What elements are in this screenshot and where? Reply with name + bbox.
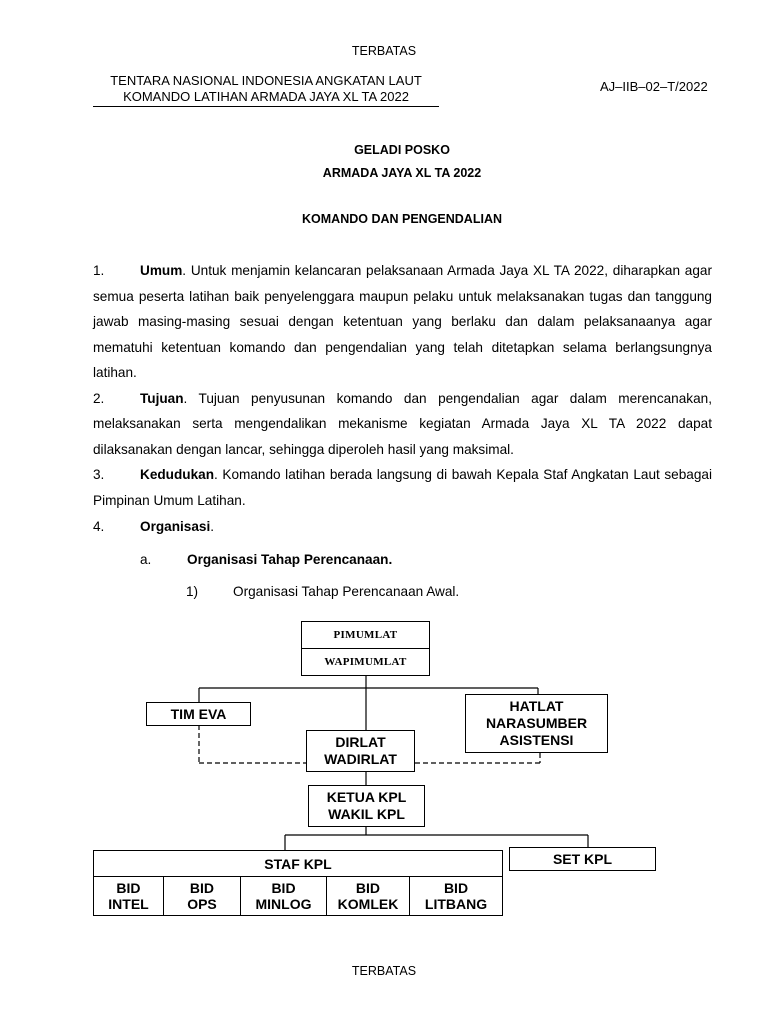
paragraph-text: Tujuan penyusunan komando dan pengendalian agar dalam merencanakan, melaksanakan serta mengendalikan mekanisme kegiatan Armada Jaya XL TA 2022 dapat dilaksanakan dengan lancar, sehingga diperoleh hasil yang maksimal. — [93, 390, 712, 457]
paragraph-heading: Kedudukan — [140, 467, 215, 482]
bid-ops-cell — [164, 877, 241, 915]
bid-minlog-cell — [241, 877, 327, 915]
title-line-3: KOMANDO DAN PENGENDALIAN — [302, 212, 502, 226]
tim-eva-label: TIM EVA — [170, 705, 227, 722]
subsection-label: a. — [140, 552, 152, 567]
subsection-text: Organisasi Tahap Perencanaan Awal. — [233, 584, 460, 599]
bid-unit-name: INTEL — [108, 896, 149, 912]
paragraph-number: 2. — [93, 390, 105, 406]
hatlat-line-2: NARASUMBER — [485, 715, 588, 731]
paragraph-heading-suffix: . — [214, 467, 218, 482]
staf-kpl-label: STAF KPL — [264, 855, 332, 872]
bid-label: BID — [189, 880, 215, 896]
ketua-line-1: KETUA KPL — [326, 789, 407, 805]
tim-eva-box — [146, 702, 251, 726]
section-heading: Organisasi — [140, 519, 211, 534]
bid-label: BID — [355, 880, 381, 896]
wapimumlat-box — [301, 648, 430, 676]
org-line-2: KOMANDO LATIHAN ARMADA JAYA XL TA 2022 — [123, 89, 409, 104]
bid-label: BID — [271, 880, 296, 896]
paragraph-heading: Tujuan — [140, 390, 184, 406]
document-number: AJ–IIB–02–T/2022 — [600, 79, 708, 94]
paragraph-heading-suffix: . — [183, 390, 188, 406]
bid-unit-name: KOMLEK — [337, 896, 399, 912]
paragraph-heading-suffix: . — [182, 263, 187, 278]
pimumlat-label: PIMUMLAT — [333, 628, 398, 641]
classification-bottom: TERBATAS — [351, 964, 417, 978]
section-number: 4. — [93, 519, 105, 534]
bid-unit-name: MINLOG — [255, 896, 312, 912]
bid-unit-name: LITBANG — [424, 896, 488, 912]
staf-kpl-header — [94, 851, 502, 877]
ketua-line-2: WAKIL KPL — [328, 806, 405, 822]
classification-top: TERBATAS — [351, 44, 417, 58]
subsection-heading: Organisasi Tahap Perencanaan. — [187, 552, 393, 567]
paragraph-heading: Umum — [140, 263, 183, 278]
bid-label: BID — [443, 880, 469, 896]
bid-label: BID — [116, 880, 141, 896]
org-line-1: TENTARA NASIONAL INDONESIA ANGKATAN LAUT — [110, 73, 422, 88]
paragraph-number: 1. — [93, 263, 105, 278]
section-heading-suffix: . — [210, 519, 215, 534]
staf-kpl-table — [93, 850, 503, 916]
ketua-kpl-box — [308, 785, 425, 827]
paragraph-number: 3. — [93, 467, 105, 482]
wapimumlat-label: WAPIMUMLAT — [324, 655, 407, 668]
dirlat-box — [306, 730, 415, 772]
pimumlat-box — [301, 621, 430, 649]
hatlat-line-3: ASISTENSI — [499, 732, 574, 748]
dirlat-line-1: DIRLAT — [335, 734, 386, 750]
dirlat-line-2: WADIRLAT — [324, 751, 397, 767]
hatlat-box — [465, 694, 608, 753]
bid-intel-cell — [94, 877, 164, 915]
paragraph-text: Untuk menjamin kelancaran pelaksanaan Armada Jaya XL TA 2022, diharapkan agar semua peserta latihan baik penyelenggara maupun pelaku untuk melaksanakan tugas dan tanggung jawab masing-masing sesuai dengan ketentuan yang berlaku dan dalam pelaksanaanya agar mematuhi ketentuan komando dan pengendalian yang telah ditetapkan selama berlangsungnya latihan. — [93, 263, 712, 380]
bid-litbang-cell — [410, 877, 502, 915]
subsection-label: 1) — [186, 584, 199, 599]
paragraph-text: Komando latihan berada langsung di bawah Kepala Staf Angkatan Laut sebagai Pimpinan Umum Latihan. — [93, 467, 712, 508]
bid-komlek-cell — [327, 877, 410, 915]
title-line-2: ARMADA JAYA XL TA 2022 — [322, 166, 482, 180]
hatlat-line-1: HATLAT — [509, 698, 564, 714]
title-line-1: GELADI POSKO — [354, 143, 450, 157]
bid-unit-name: OPS — [187, 896, 217, 912]
set-kpl-box — [509, 847, 656, 871]
set-kpl-label: SET KPL — [552, 850, 613, 867]
